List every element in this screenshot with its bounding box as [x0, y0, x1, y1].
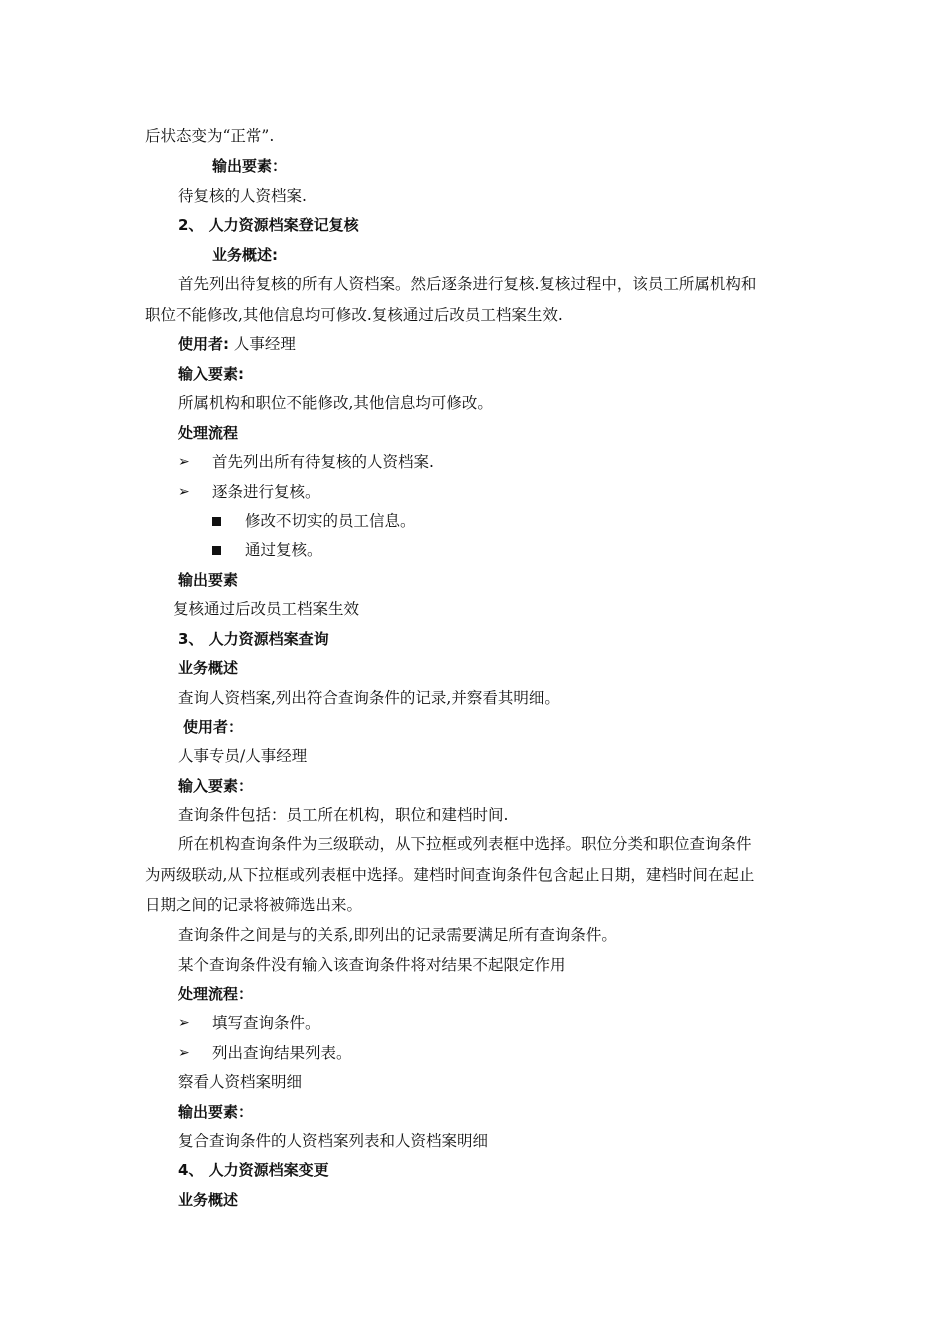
- section-label-user: 使用者：: [183, 718, 244, 736]
- list-item: 填写查询条件。: [212, 1014, 321, 1032]
- arrow-bullet-icon: ➢: [178, 484, 190, 500]
- section-label-overview: 业务概述: [178, 659, 239, 677]
- paragraph-line: 复核通过后改员工档案生效: [173, 600, 360, 618]
- paragraph-line: 所属机构和职位不能修改,其他信息均可修改。: [178, 394, 493, 412]
- paragraph-line: 待复核的人资档案.: [178, 187, 307, 205]
- paragraph-line: 后状态变为“正常”.: [145, 127, 275, 145]
- paragraph-line: 人事专员/人事经理: [178, 747, 308, 765]
- paragraph-line: 某个查询条件没有输入该查询条件将对结果不起限定作用: [178, 956, 566, 974]
- section-label-overview: 业务概述: [178, 1191, 239, 1209]
- section-label-input: 输入要素：: [178, 777, 254, 795]
- section-heading-2: 2、 人力资源档案登记复核: [178, 216, 359, 234]
- section-label-user: 使用者:: [178, 335, 229, 353]
- paragraph-line: 所在机构查询条件为三级联动，从下拉框或列表框中选择。职位分类和职位查询条件: [178, 835, 752, 853]
- section-heading-3: 3、 人力资源档案查询: [178, 630, 329, 648]
- paragraph-line: 查询人资档案,列出符合查询条件的记录,并察看其明细。: [178, 689, 560, 707]
- section-label-output: 输出要素：: [178, 1103, 254, 1121]
- sub-list-item: 通过复核。: [245, 541, 323, 559]
- list-item: 逐条进行复核。: [212, 483, 321, 501]
- paragraph-line: 日期之间的记录将被筛选出来。: [145, 896, 363, 914]
- paragraph-line: 查询条件包括：员工所在机构，职位和建档时间.: [178, 806, 509, 824]
- section-label-input: 输入要素:: [178, 365, 244, 383]
- section-label-overview: 业务概述:: [212, 246, 278, 264]
- section-label-process: 处理流程：: [178, 985, 254, 1003]
- paragraph-line: 为两级联动,从下拉框或列表框中选择。建档时间查询条件包含起止日期，建档时间在起止: [145, 866, 755, 884]
- sub-list-item: 修改不切实的员工信息。: [245, 512, 416, 530]
- paragraph-line: 首先列出待复核的所有人资档案。然后逐条进行复核.复核过程中，该员工所属机构和: [178, 275, 757, 293]
- paragraph-line: 察看人资档案明细: [178, 1073, 303, 1091]
- square-bullet-icon: [212, 546, 221, 555]
- section-label-output: 输出要素: [178, 571, 239, 589]
- list-item: 列出查询结果列表。: [212, 1044, 352, 1062]
- section-heading-4: 4、 人力资源档案变更: [178, 1161, 329, 1179]
- paragraph-line: 复合查询条件的人资档案列表和人资档案明细: [178, 1132, 489, 1150]
- square-bullet-icon: [212, 517, 221, 526]
- section-label-output: 输出要素：: [212, 157, 288, 175]
- list-item: 首先列出所有待复核的人资档案.: [212, 453, 434, 471]
- arrow-bullet-icon: ➢: [178, 454, 190, 470]
- arrow-bullet-icon: ➢: [178, 1015, 190, 1031]
- paragraph-line: 查询条件之间是与的关系,即列出的记录需要满足所有查询条件。: [178, 926, 617, 944]
- arrow-bullet-icon: ➢: [178, 1045, 190, 1061]
- paragraph-line: 职位不能修改,其他信息均可修改.复核通过后改员工档案生效.: [145, 306, 563, 324]
- user-line: [178, 334, 296, 354]
- section-label-process: 处理流程: [178, 424, 239, 442]
- user-value: 人事经理: [229, 335, 296, 353]
